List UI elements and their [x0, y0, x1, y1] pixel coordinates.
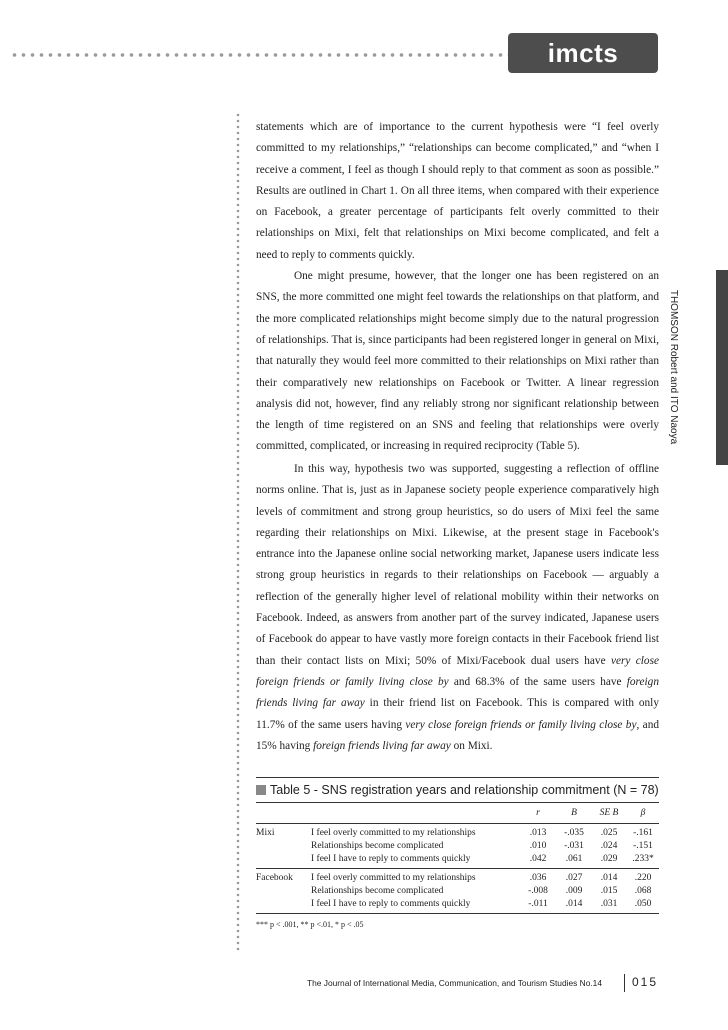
journal-logo — [508, 33, 658, 73]
footer-divider — [624, 974, 625, 992]
body-text-top — [256, 117, 659, 458]
sidebar-tab — [716, 270, 728, 465]
table-footnote: *** p < .001, ** p <.01, * p < .05 — [256, 920, 364, 929]
table-row: I feel I have to reply to comments quickly .042 .061 .029 .233* — [256, 853, 659, 869]
group-label: Facebook — [256, 873, 293, 883]
paragraph-3: In this way, hypothesis two was supported, suggesting a reflection of offline norms online. That is, just as in Japanese society people experience comparatively high levels of commitment and strong group heuristics, so do users of Mixi feel the same regarding their relationships on Mixi. Likewise, at the present stage in Facebook's entrance into the Japanese online social networking market, Japanese users indicate less strong group heuristics in regards to their relationships on Facebook — arguably a reflection of the generally higher level of relational mobility within their networks on Facebook. Indeed, as answers from another part of the survey indicated, Japanese users of Facebook do appear to have vastly more foreign contacts in their Facebook friend list than their contact lists on Mixi; 50% of Mixi/Facebook dual users have very close foreign friends or family living close by and 68.3% of the same users have foreign friends living far away in their friend list on Facebook. This is compared with only 11.7% of the same users having very close foreign friends or family living close by, and 15% having foreign friends living far away on Mixi. — [256, 463, 659, 752]
header-dot-rule — [10, 52, 510, 58]
table-5 — [256, 777, 659, 929]
page-number: 015 — [632, 975, 659, 989]
running-author: THOMSON Robert and ITO Naoya — [668, 289, 679, 445]
table-row: Relationships become complicated -.008 .009 .015 .068 — [311, 886, 652, 896]
table-row: Mixi I feel overly committed to my relationships .013 -.035 .025 -.161 — [256, 824, 659, 841]
paragraph-2: One might presume, however, that the longer one has been registered on an SNS, the more committed one might feel towards the relationships on that platform, and the more complicated relationships might become simply due to the natural progression of relationships. That is, since participants had been registered longer in general on Mixi, that naturally they would feel more committed to their relationships on Mixi rather than their comparatively new relationships on Facebook or Twitter. A linear regression analysis did not, however, find any reliably strong nor significant relationship between the length of time registered on an SNS and feeling that relationships were overly committed, complicated, or increasing in required reciprocity (Table 5). — [256, 270, 659, 453]
col-header-r: r — [519, 803, 557, 824]
table-row: Facebook I feel overly committed to my relationships .036 .027 .014 .220 — [256, 869, 659, 886]
body-text-bottom — [256, 459, 659, 757]
margin-dot-rule — [236, 112, 240, 952]
col-header-beta: β — [627, 803, 659, 824]
table-row: Relationships become complicated .010 -.031 .024 -.151 — [311, 841, 653, 851]
table-row: I feel I have to reply to comments quickly -.011 .014 .031 .050 — [256, 898, 659, 914]
regression-table — [256, 802, 659, 914]
square-icon — [256, 785, 266, 795]
footer-journal-title: The Journal of International Media, Communication, and Tourism Studies No.14 — [307, 978, 602, 988]
paragraph-1: statements which are of importance to the current hypothesis were “I feel overly committed to my relationships,” “relationships can become complicated,” and “when I receive a comment, I feel as though I should reply to that comment as soon as possible.” Results are outlined in Chart 1. On all three items, when compared with their experience on Facebook, a greater percentage of participants felt overly committed to their relationships on Mixi, felt that relationships on Mixi become complicated, and felt a need to reply to comments quickly. — [256, 121, 659, 261]
col-header-se-b: SE B — [591, 803, 627, 824]
logo-text: imcts — [547, 38, 619, 68]
group-label: Mixi — [256, 828, 275, 838]
col-header-b: B — [557, 803, 591, 824]
table-title: Table 5 - SNS registration years and relationship commitment (N = 78) — [256, 777, 659, 802]
